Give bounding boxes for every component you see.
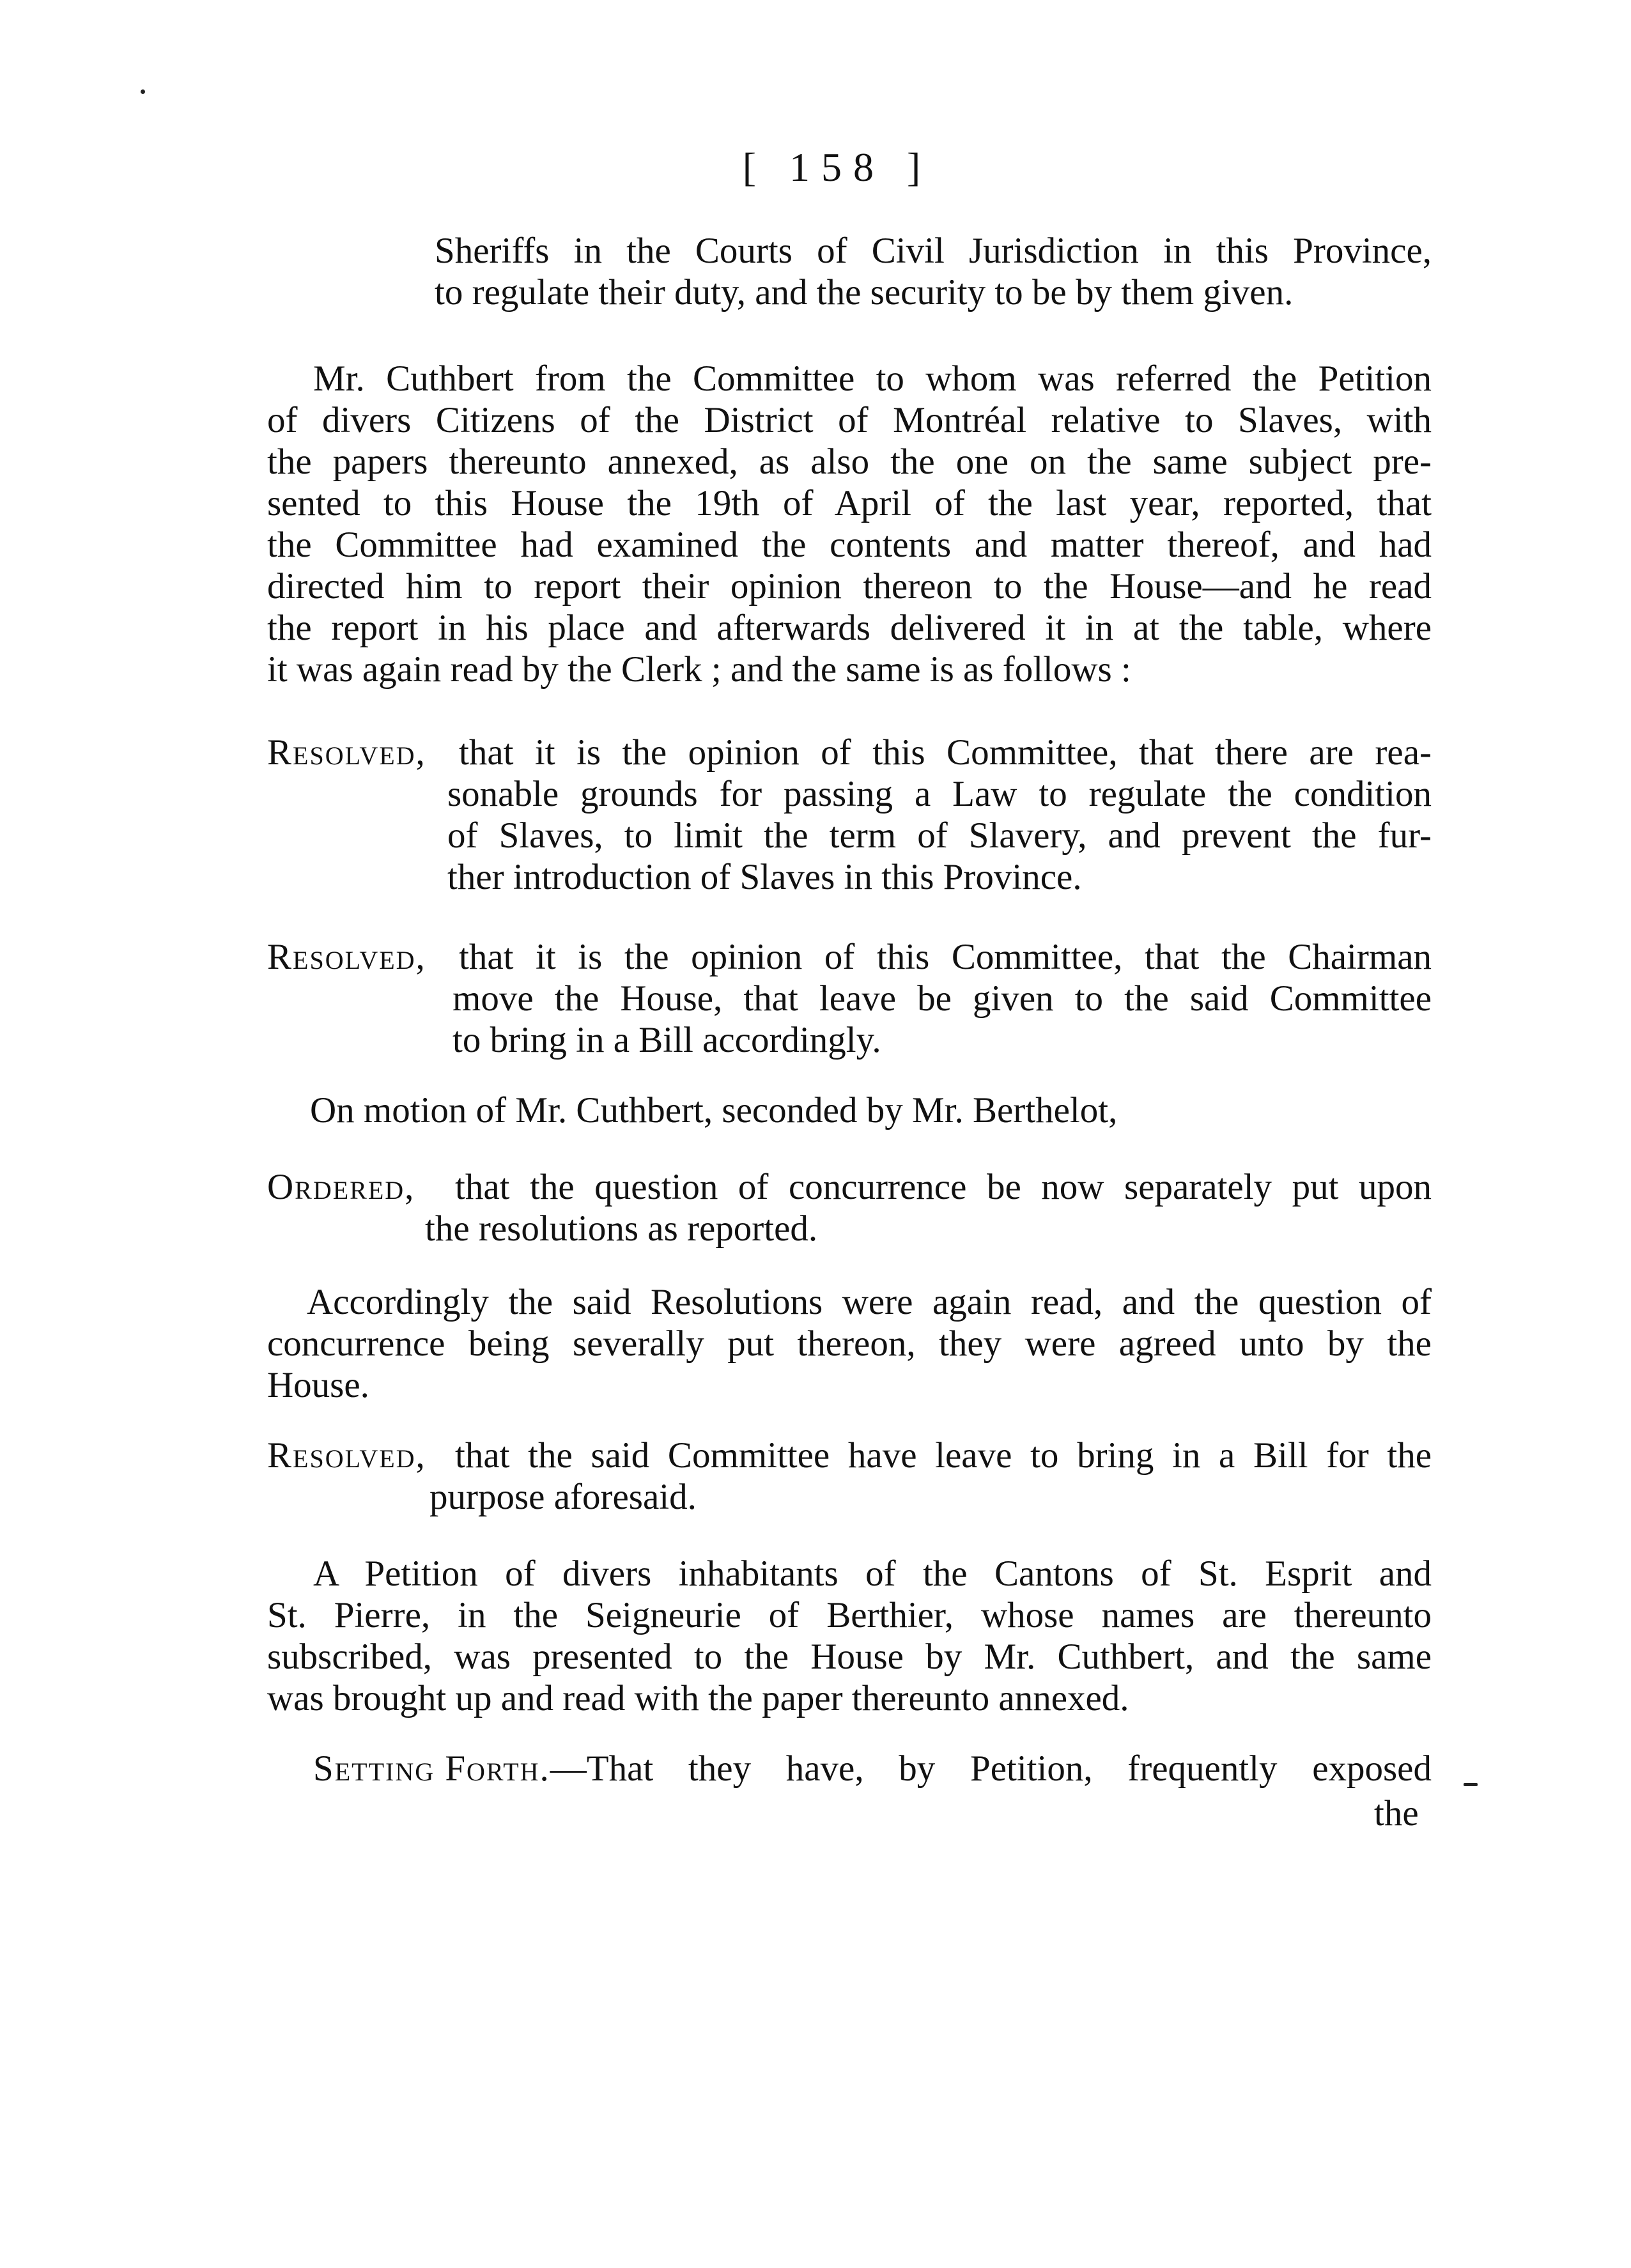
text-line: that it is the opinion of this Committee, that the Chairman [459, 937, 1432, 977]
order-label [267, 1166, 452, 1208]
catchword [1374, 1793, 1432, 1834]
text-line: the papers thereunto annexed, as also the one on the same subject pre- [267, 442, 1432, 482]
paragraph-setting-forth [313, 1748, 1432, 1789]
resolution-slaves [459, 732, 1432, 773]
paragraph-petition [267, 1553, 1432, 1719]
paragraph-motion [310, 1090, 1396, 1131]
text-line: purpose aforesaid. [429, 1477, 697, 1517]
text-line: it was again read by the Clerk ; and the same is as follows : [267, 649, 1131, 690]
text-line: sonable grounds for passing a Law to regulate the condition [447, 774, 1432, 814]
text-line: that the said Committee have leave to bring in a Bill for the [455, 1435, 1432, 1476]
text-line: Sheriffs in the Courts of Civil Jurisdiction in this Province, [435, 231, 1432, 271]
text-line: A Petition of divers inhabitants of the Cantons of St. Esprit and [313, 1554, 1432, 1594]
text-line: the report in his place and afterwards delivered it in at the table, where [267, 608, 1432, 648]
order-concurrence [455, 1166, 1432, 1208]
text-line: the Committee had examined the contents and matter thereof, and had [267, 525, 1432, 565]
text-line: sented to this House the 19th of April of the last year, reported, that [267, 483, 1432, 523]
text-line: —That they have, by Petition, frequently exposed [550, 1748, 1432, 1789]
resolution-chairman-continued [452, 978, 1432, 1061]
text-line: move the House, that leave be given to the said Committee [452, 978, 1432, 1019]
text-line: subscribed, was presented to the House by Mr. Cuthbert, and the same [267, 1637, 1432, 1677]
page-number-text: [ 158 ] [742, 144, 932, 190]
catchword-text: the [1374, 1793, 1419, 1833]
text-line: ther introduction of Slaves in this Province. [447, 857, 1082, 897]
order-label-text: Ordered, [267, 1167, 415, 1207]
text-line: St. Pierre, in the Seigneurie of Berthier, whose names are thereunto [267, 1595, 1432, 1635]
resolution-label-text: Resolved, [267, 732, 426, 773]
paragraph-committee-report [267, 358, 1432, 690]
text-line: of divers Citizens of the District of Montréal relative to Slaves, with [267, 400, 1432, 440]
text-line: was brought up and read with the paper thereunto annexed. [267, 1678, 1129, 1718]
resolution-label [267, 1435, 452, 1476]
text-line: that the question of concurrence be now separately put upon [455, 1167, 1432, 1207]
page-number [703, 144, 971, 191]
setting-forth-label: Setting Forth. [313, 1748, 550, 1789]
resolution-leave-continued [429, 1476, 1432, 1518]
text-line: to bring in a Bill accordingly. [452, 1020, 881, 1060]
order-concurrence-continued [425, 1208, 1432, 1249]
text-line: directed him to report their opinion thereon to the House—and he read [267, 566, 1432, 606]
text-line: On motion of Mr. Cuthbert, seconded by Mr. Berthelot, [310, 1090, 1118, 1130]
text-line: concurrence being severally put thereon, they were agreed unto by the [267, 1323, 1432, 1364]
resolution-slaves-continued [447, 773, 1432, 898]
resolution-leave [455, 1435, 1432, 1476]
text-line: House. [267, 1365, 369, 1405]
resolution-chairman [459, 936, 1432, 978]
resolution-label-text: Resolved, [267, 1435, 426, 1476]
paragraph-continuation [435, 230, 1432, 313]
resolution-label-text: Resolved, [267, 937, 426, 977]
print-speck [141, 89, 145, 94]
paragraph-accordingly [267, 1281, 1432, 1406]
text-line: Accordingly the said Resolutions were again read, and the question of [307, 1282, 1432, 1322]
resolution-label [267, 732, 452, 773]
text-line: to regulate their duty, and the security to be by them given. [435, 272, 1294, 312]
resolution-label [267, 936, 452, 978]
text-line: that it is the opinion of this Committee, that there are rea- [459, 732, 1432, 773]
print-speck [1464, 1783, 1478, 1786]
text-line: Mr. Cuthbert from the Committee to whom was referred the Petition [313, 359, 1432, 399]
text-line: of Slaves, to limit the term of Slavery, and prevent the fur- [447, 815, 1432, 856]
text-line: the resolutions as reported. [425, 1208, 818, 1249]
